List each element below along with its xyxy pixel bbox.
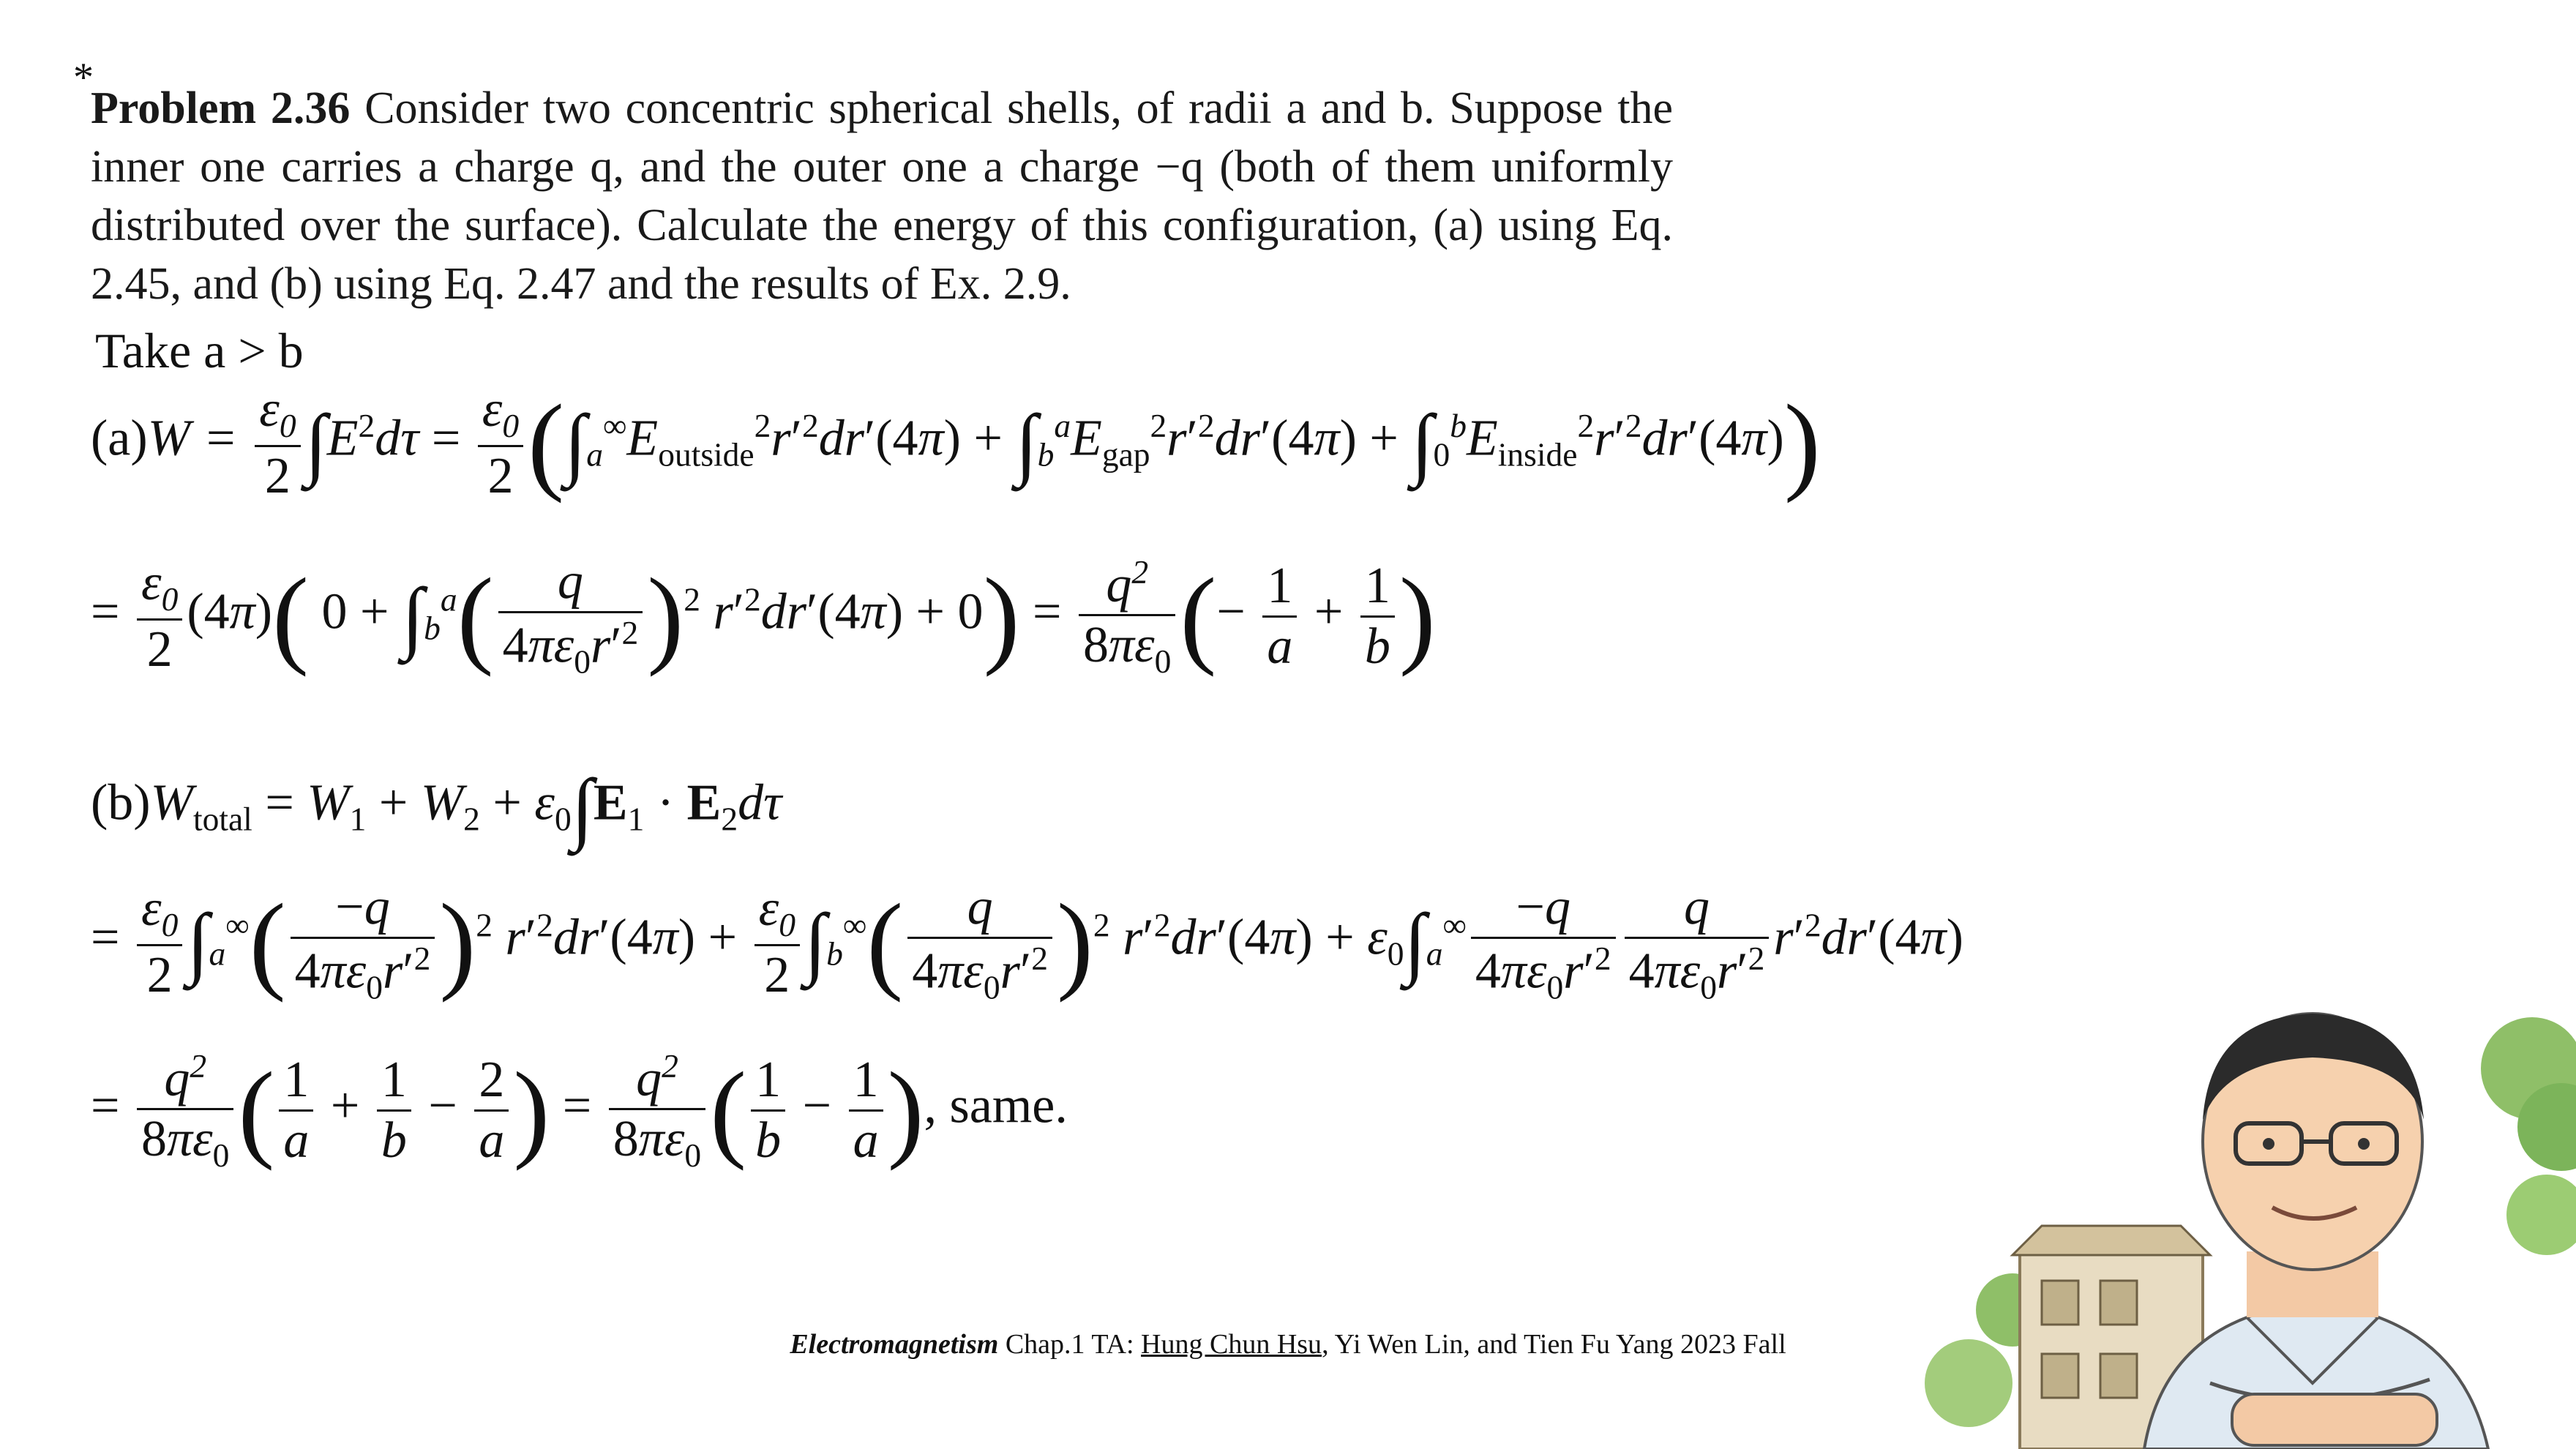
- eq-a-w: W =: [147, 410, 238, 467]
- problem-statement: [91, 79, 1673, 313]
- frac-eps0-2: $\frac{\varepsilon_0}{2}$: [255, 381, 300, 506]
- take-condition: Take a > b: [95, 323, 304, 378]
- equation-b-line1: $(b)W_{total} = W_1 + W_2 + \varepsilon_0\int E_1 \cdot E_2d\tau$: [91, 763, 782, 852]
- frac-eps0-2c: $\frac{\varepsilon_0}{2}$: [137, 554, 182, 679]
- frac-q2-8pi: $\frac{q^2}{8\pi\varepsilon_0}$: [1079, 553, 1175, 681]
- footer-ta-link: Hung Chun Hsu: [1141, 1329, 1322, 1360]
- problem-label: Problem 2.36: [91, 83, 351, 133]
- eq-a-label: (a): [91, 410, 148, 467]
- equation-a-line1: (a)W = $\frac{\varepsilon_0}{2}$ $\int E^2d\tau$ = $\frac{\varepsilon_0}{2}$ $(\int_a^\infty E_{outside}^2r'^2dr'(4\pi) + \int_b^aE_{gap}^2r'^2dr'(4\pi) + \int_0^bE_{inside}^2r'^2dr'(4\pi))$: [91, 381, 1821, 504]
- equation-a-line2: = $\frac{\varepsilon_0}{2}$ (4π)( $0 + \int_b^a$( $\frac{q}{4\pi\varepsilon_0r'^2}$ )$^2$ $r'^2dr'(4\pi) + 0$) = $\frac{q^2}{8\pi\varepsilon_0}$ (− $\frac{1}{a}$ + $\frac{1}{b}$ ): [91, 553, 1436, 681]
- footer-book: Electromagnetism: [790, 1329, 999, 1360]
- equation-b-line2: = $\frac{\varepsilon_0}{2}$ $\int_a^\infty$( $\frac{-q}{4\pi\varepsilon_0r'^2}$ )$^2$ $r'^2dr'(4\pi)$ + $\frac{\varepsilon_0}{2}$ $\int_b^\infty$( $\frac{q}{4\pi\varepsilon_0r'^2}$ )$^2$ $r'^2dr'(4\pi) + \varepsilon_0\int_a^\infty$ $\frac{-q}{4\pi\varepsilon_0r'^2}$ $\frac{q}{4\pi\varepsilon_0r'^2}$ $r'^2dr'(4\pi)$: [91, 879, 1963, 1006]
- asterisk-mark: *: [73, 55, 94, 100]
- equation-b-line3: = $\frac{q^2}{8\pi\varepsilon_0}$ ( $\frac{1}{a}$ + $\frac{1}{b}$ − $\frac{2}{a}$ ) = $\frac{q^2}{8\pi\varepsilon_0}$ ( $\frac{1}{b}$ − $\frac{1}{a}$ ), same.: [91, 1047, 1068, 1175]
- eq-b-label: (b): [91, 774, 151, 831]
- teacher-avatar: [2144, 1014, 2488, 1449]
- footer-rest: , Yi Wen Lin, and Tien Fu Yang 2023 Fall: [1322, 1329, 1786, 1360]
- frac-q-over: $\frac{q}{4\pi\varepsilon_0r'^2}$: [498, 553, 643, 681]
- problem-text: Consider two concentric spherical shells, of radii a and b. Suppose the inner one carries a charge q, and the outer one a charge −q (both of them uniformly distributed over the surface). Calculate the energy of this configuration, (a) using Eq. 2.45, and (b) using Eq. 2.47 and the results of Ex. 2.9.: [91, 83, 1673, 309]
- frac-eps0-2b: $\frac{\varepsilon_0}{2}$: [478, 381, 523, 506]
- teacher-illustration: [1903, 973, 2576, 1449]
- same-label: same.: [949, 1077, 1068, 1134]
- footer-chap: Chap.1 TA:: [998, 1329, 1142, 1360]
